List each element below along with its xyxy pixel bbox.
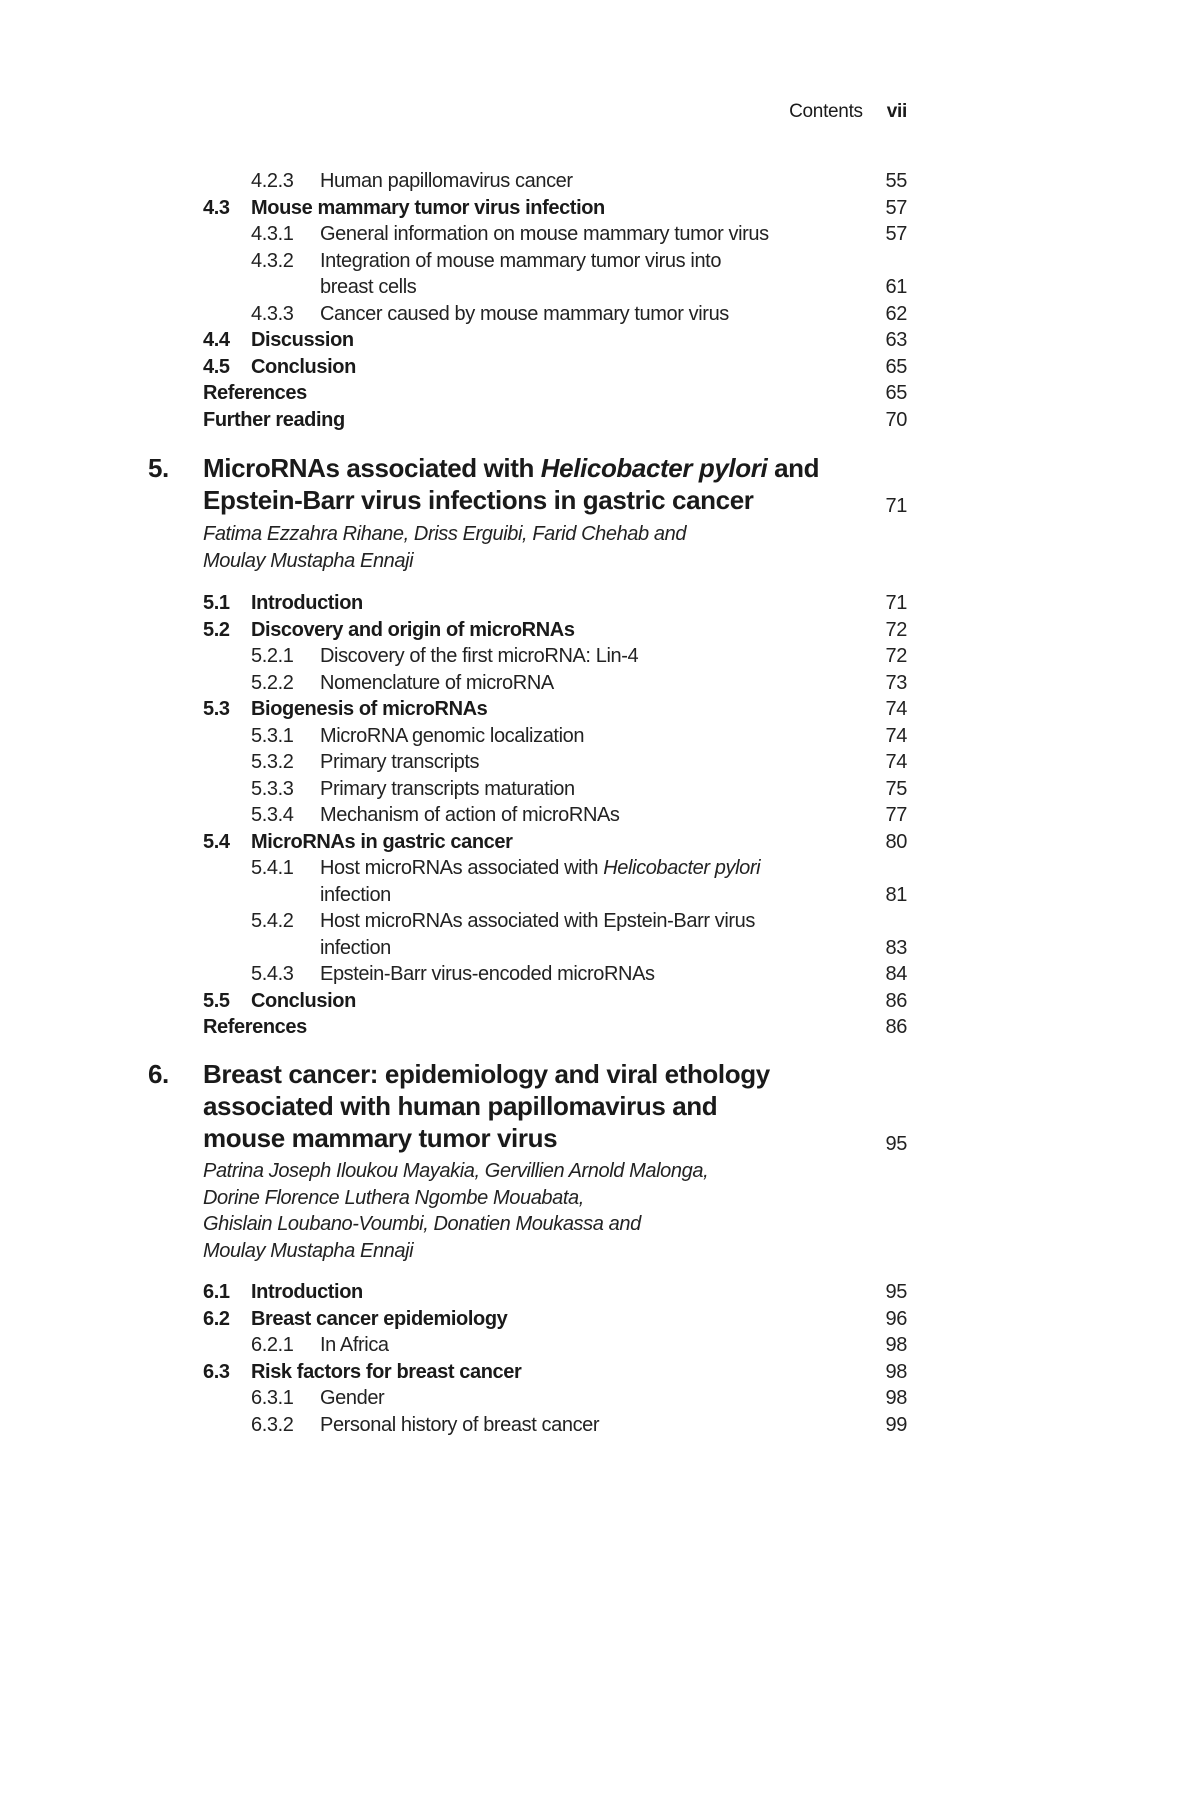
author-line: Patrina Joseph Iloukou Mayakia, Gervillien Arnold Malonga, xyxy=(203,1160,709,1182)
entry-page: 70 xyxy=(885,408,907,431)
entry-page: 74 xyxy=(885,698,907,720)
chapter-title-line: associated with human papillomavirus and xyxy=(203,1091,718,1121)
toc-entry-references[interactable] xyxy=(0,1014,907,1040)
entry-title: Introduction xyxy=(251,592,363,614)
entry-title: Mouse mammary tumor virus infection xyxy=(251,196,605,219)
entry-number: 5.3.3 xyxy=(251,777,294,800)
entry-page: 96 xyxy=(885,1307,907,1330)
entry-title: Discovery of the first microRNA: Lin-4 xyxy=(320,645,639,667)
entry-number: 6.3.2 xyxy=(251,1413,294,1436)
entry-title: MicroRNAs in gastric cancer xyxy=(251,830,513,853)
entry-number: 5.1 xyxy=(203,592,230,614)
entry-title-continuation: infection xyxy=(320,936,391,959)
author-line: Moulay Mustapha Ennaji xyxy=(203,549,414,572)
entry-page: 73 xyxy=(885,671,907,694)
entry-number: 5.2.1 xyxy=(251,645,294,667)
entry-number: 6.3.1 xyxy=(251,1387,294,1409)
entry-page: 63 xyxy=(885,329,907,351)
chapter-page: 95 xyxy=(885,1133,907,1155)
entry-page: 98 xyxy=(885,1334,907,1356)
toc-entry[interactable] xyxy=(0,221,907,247)
entry-number: 5.3.4 xyxy=(251,804,294,826)
entry-number: 5.2.2 xyxy=(251,671,294,694)
entry-title: Gender xyxy=(320,1387,385,1409)
entry-number: 5.5 xyxy=(203,989,230,1012)
entry-number: 5.4 xyxy=(203,830,230,853)
entry-page: 72 xyxy=(885,618,907,641)
toc-entry[interactable] xyxy=(0,643,907,669)
toc-entry[interactable] xyxy=(0,327,907,353)
chapter-title-text: and xyxy=(767,453,820,483)
entry-number: 6.2 xyxy=(203,1307,230,1330)
entry-title: References xyxy=(203,1016,307,1038)
entry-page: 61 xyxy=(885,276,907,298)
entry-page: 77 xyxy=(885,804,907,826)
entry-title xyxy=(320,855,760,881)
toc-entry[interactable] xyxy=(0,961,907,987)
chapter-title-text: MicroRNAs associated with xyxy=(203,453,541,483)
entry-number: 5.2 xyxy=(203,618,230,641)
entry-page: 86 xyxy=(885,1016,907,1038)
entry-page: 98 xyxy=(885,1387,907,1409)
entry-title: Conclusion xyxy=(251,989,356,1012)
chapter-title-line: Epstein-Barr virus infections in gastric cancer xyxy=(203,485,754,515)
entry-title: Introduction xyxy=(251,1281,363,1303)
entry-number: 4.3.3 xyxy=(251,302,294,325)
page-folio: vii xyxy=(886,101,907,122)
chapter-title-italic: Helicobacter pylori xyxy=(540,453,768,483)
entry-number: 4.2.3 xyxy=(251,170,294,192)
entry-number: 6.3 xyxy=(203,1360,230,1383)
entry-page: 84 xyxy=(885,963,907,985)
entry-page: 74 xyxy=(885,751,907,773)
entry-number: 5.3 xyxy=(203,698,230,720)
toc-entry[interactable] xyxy=(0,776,907,802)
entry-title: MicroRNA genomic localization xyxy=(320,724,585,747)
entry-page: 71 xyxy=(885,592,907,614)
chapter-title-line: Breast cancer: epidemiology and viral ethology xyxy=(203,1059,770,1089)
entry-number: 4.5 xyxy=(203,355,230,378)
entry-title: Breast cancer epidemiology xyxy=(251,1307,508,1330)
entry-number: 6.2.1 xyxy=(251,1334,294,1356)
toc-entry[interactable] xyxy=(0,988,907,1014)
entry-number: 5.4.1 xyxy=(251,857,294,879)
toc-entry[interactable] xyxy=(0,670,907,696)
entry-page: 57 xyxy=(885,223,907,245)
entry-title: In Africa xyxy=(320,1334,389,1356)
toc-entry-continuation[interactable] xyxy=(0,274,907,300)
entry-title-italic: Helicobacter pylori xyxy=(603,857,761,879)
entry-title: Epstein-Barr virus-encoded microRNAs xyxy=(320,963,655,985)
entry-page: 86 xyxy=(885,989,907,1012)
toc-entry[interactable] xyxy=(0,855,907,881)
toc-entry-continuation[interactable] xyxy=(0,935,907,961)
entry-title: Risk factors for breast cancer xyxy=(251,1360,522,1383)
running-title: Contents xyxy=(789,101,863,122)
toc-entry[interactable] xyxy=(0,1306,907,1332)
entry-page: 62 xyxy=(885,302,907,325)
chapter-number: 6. xyxy=(148,1059,169,1089)
entry-page: 99 xyxy=(885,1413,907,1436)
toc-entry[interactable] xyxy=(0,168,907,194)
entry-title-text: Host microRNAs associated with xyxy=(320,857,604,879)
entry-title: Primary transcripts maturation xyxy=(320,777,575,800)
entry-title: Discussion xyxy=(251,329,354,351)
entry-title: General information on mouse mammary tumor virus xyxy=(320,223,769,245)
entry-number: 6.1 xyxy=(203,1281,230,1303)
entry-number: 4.3.2 xyxy=(251,249,294,272)
toc-entry[interactable] xyxy=(0,749,907,775)
toc-entry[interactable] xyxy=(0,590,907,616)
entry-title: Personal history of breast cancer xyxy=(320,1413,600,1436)
entry-page: 55 xyxy=(885,170,907,192)
entry-number: 5.3.1 xyxy=(251,724,294,747)
chapter-title xyxy=(203,1058,770,1154)
running-header xyxy=(0,101,907,123)
toc-entry[interactable] xyxy=(0,1359,907,1385)
entry-title: Mechanism of action of microRNAs xyxy=(320,804,620,826)
chapter-authors xyxy=(203,521,686,574)
entry-page: 74 xyxy=(885,724,907,747)
toc-entry[interactable] xyxy=(0,1332,907,1358)
entry-number: 5.4.3 xyxy=(251,963,294,985)
entry-title: Biogenesis of microRNAs xyxy=(251,698,488,720)
toc-entry[interactable] xyxy=(0,696,907,722)
chapter-number: 5. xyxy=(148,453,169,483)
entry-title-continuation: infection xyxy=(320,883,391,906)
author-line: Moulay Mustapha Ennaji xyxy=(203,1239,414,1262)
entry-page: 83 xyxy=(885,936,907,959)
entry-title: Primary transcripts xyxy=(320,751,480,773)
entry-title: Integration of mouse mammary tumor virus into xyxy=(320,249,722,272)
entry-number: 5.4.2 xyxy=(251,910,294,932)
entry-title: References xyxy=(203,382,307,404)
toc-entry[interactable] xyxy=(0,1385,907,1411)
entry-number: 4.3 xyxy=(203,196,230,219)
entry-number: 4.4 xyxy=(203,329,230,351)
entry-title-continuation: breast cells xyxy=(320,276,417,298)
entry-page: 65 xyxy=(885,382,907,404)
entry-title: Host microRNAs associated with Epstein-Barr virus xyxy=(320,910,755,932)
entry-number: 4.3.1 xyxy=(251,223,294,245)
entry-page: 72 xyxy=(885,645,907,667)
entry-title: Nomenclature of microRNA xyxy=(320,671,554,694)
entry-page: 57 xyxy=(885,196,907,219)
entry-page: 65 xyxy=(885,355,907,378)
entry-title: Conclusion xyxy=(251,355,356,378)
author-line: Fatima Ezzahra Rihane, Driss Erguibi, Farid Chehab and xyxy=(203,523,687,545)
toc-entry[interactable] xyxy=(0,301,907,327)
entry-title: Cancer caused by mouse mammary tumor virus xyxy=(320,302,729,325)
entry-title: Discovery and origin of microRNAs xyxy=(251,618,575,641)
entry-page: 80 xyxy=(885,830,907,853)
entry-page: 81 xyxy=(885,883,907,906)
toc-entry[interactable] xyxy=(0,802,907,828)
toc-entry[interactable] xyxy=(0,829,907,855)
toc-entry-continuation[interactable] xyxy=(0,882,907,908)
toc-entry[interactable] xyxy=(0,248,907,274)
entry-page: 75 xyxy=(885,777,907,800)
toc-entry[interactable] xyxy=(0,1412,907,1438)
toc-entry[interactable] xyxy=(0,723,907,749)
toc-entry-references[interactable] xyxy=(0,380,907,406)
author-line: Ghislain Loubano-Voumbi, Donatien Moukassa and xyxy=(203,1213,641,1235)
toc-entry-further-reading[interactable] xyxy=(0,407,907,433)
chapter-authors xyxy=(203,1158,708,1264)
entry-title: Human papillomavirus cancer xyxy=(320,170,573,192)
author-line: Dorine Florence Luthera Ngombe Mouabata, xyxy=(203,1186,584,1209)
toc-entry[interactable] xyxy=(0,195,907,221)
chapter-title xyxy=(203,452,819,516)
entry-number: 5.3.2 xyxy=(251,751,294,773)
entry-title: Further reading xyxy=(203,408,345,431)
toc-entry[interactable] xyxy=(0,908,907,934)
toc-entry[interactable] xyxy=(0,617,907,643)
chapter-title-line: mouse mammary tumor virus xyxy=(203,1123,558,1153)
entry-page: 95 xyxy=(885,1281,907,1303)
entry-page: 98 xyxy=(885,1360,907,1383)
chapter-page: 71 xyxy=(885,495,907,517)
toc-entry[interactable] xyxy=(0,1279,907,1305)
toc-entry[interactable] xyxy=(0,354,907,380)
